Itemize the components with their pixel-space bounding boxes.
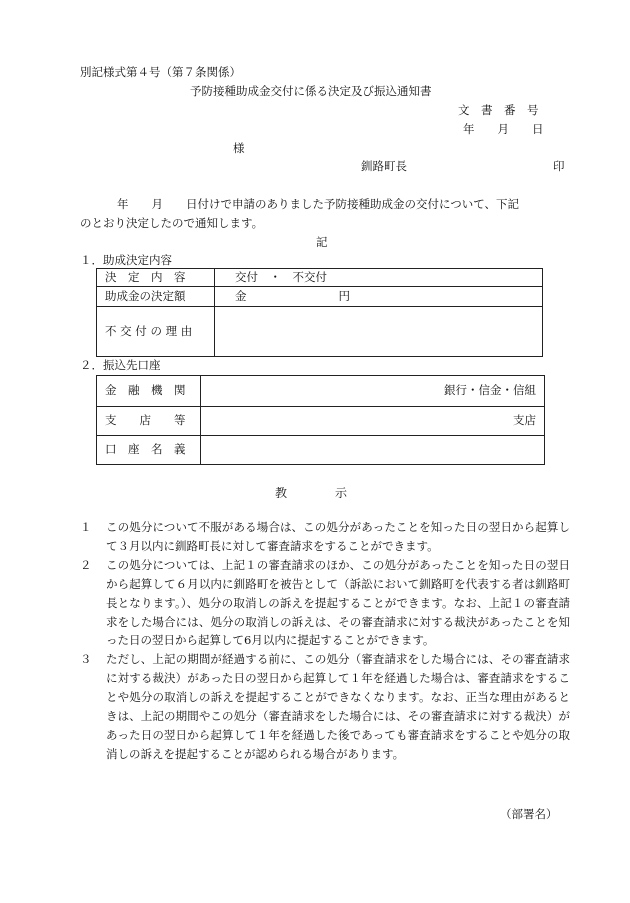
section1-heading: １．助成決定内容 [80, 253, 172, 267]
table-row [97, 376, 545, 407]
bank-value: 銀行・信金・信組 [201, 376, 545, 407]
decision-content-value: 交付 ・ 不交付 [215, 269, 543, 287]
bank-account-table [96, 375, 545, 465]
decision-amount-label: 助成金の決定額 [97, 287, 215, 307]
list-item [80, 518, 570, 556]
non-grant-reason-label: 不 交 付 の 理 由 [97, 307, 215, 357]
list-item [80, 556, 570, 651]
instruction-text: ただし、上記の期間が経過する前に、この処分（審査請求をした場合には、その審査請求に対する裁決）があった日の翌日から起算して１年を経過した場合は、審査請求をすることや処分の取消しの訴えを提起することができなくなります。なお、正当な理由があるときは、上記の期間やこの処分（審査請求をした場合には、その審査請求に対する裁決）があった日の翌日から起算して１年を経過した後であっても審査請求をすることや処分の取消しの訴えを提起することが認められる場合があります。 [106, 652, 570, 761]
instruction-number: ２ [80, 557, 92, 572]
intro-line-2: のとおり決定したので通知します。 [80, 216, 264, 230]
non-grant-reason-value [215, 307, 543, 357]
table-row [97, 269, 543, 287]
branch-label: 支 店 等 [97, 407, 201, 436]
form-label: 別記様式第４号（第７条関係） [80, 65, 241, 79]
table-row [97, 436, 545, 465]
instruction-number: １ [80, 520, 92, 534]
account-holder-label: 口 座 名 義 [97, 436, 201, 465]
account-holder-value [201, 436, 545, 465]
intro-line-1: 年 月 日付けで申請のありました予防接種助成金の交付について、下記 [117, 197, 520, 211]
department-name: （部署名） [500, 807, 558, 821]
decision-table [96, 268, 543, 357]
decision-content-label: 決 定 内 容 [97, 269, 215, 287]
list-item [80, 650, 570, 763]
instruction-text: この処分については、上記１の審査請求のほか、この処分があったことを知った日の翌日から起算して６月以内に釧路町を被告として（訴訟において釧路町を代表する者は釧路町長となります。）、処分の取消しの訴えを提起することができます。なお、上記１の審査請求をした場合には、処分の取消しの訴えは、その審査請求に対する裁決があったことを知った日の翌日から起算して6月以内に提起することができます。 [106, 557, 570, 648]
decision-amount-value: 金 円 [215, 287, 543, 307]
section2-heading: ２．振込先口座 [80, 358, 161, 372]
branch-value: 支店 [201, 407, 545, 436]
instructions-list [80, 518, 570, 764]
table-row [97, 307, 543, 357]
document-number: 文 書 番 号 [458, 103, 539, 117]
table-row [97, 287, 543, 307]
table-row [97, 407, 545, 436]
document-date: 年 月 日 [463, 122, 544, 136]
addressee-suffix: 様 [233, 141, 245, 155]
seal-mark: 印 [553, 159, 565, 173]
page-title: 予防接種助成金交付に係る決定及び振込通知書 [190, 84, 432, 98]
instructions-title: 教 示 [275, 486, 348, 500]
issuer-name: 釧路町長 [361, 159, 407, 173]
bank-label: 金 融 機 関 [97, 376, 201, 407]
instruction-text: この処分について不服がある場合は、この処分があったことを知った日の翌日から起算して３月以内に釧路町長に対して審査請求をすることができます。 [106, 520, 570, 553]
instruction-number: ３ [80, 652, 92, 667]
ki-label: 記 [316, 235, 328, 249]
